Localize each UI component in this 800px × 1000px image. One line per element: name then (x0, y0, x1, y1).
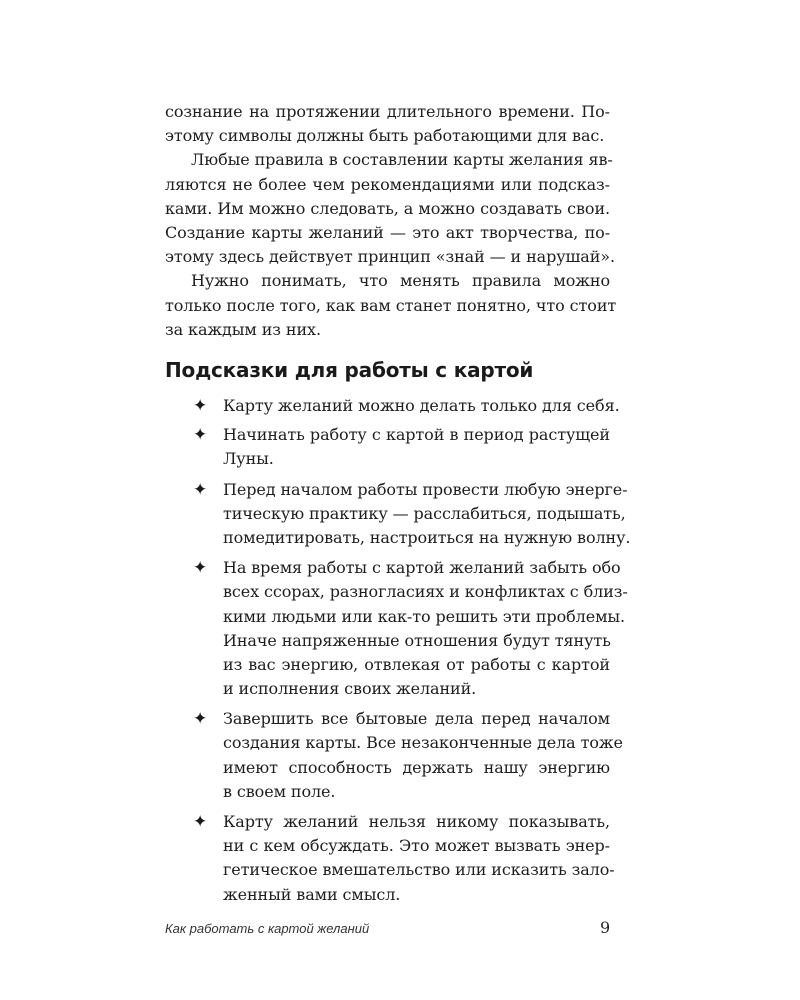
text-line: всех ссорах, разногласиях и конфликтах с близ- (223, 582, 628, 602)
star-bullet-icon: ✦ (193, 709, 208, 730)
text-line: помедитировать, настроиться на нужную волну. (223, 527, 631, 547)
text-line: имеют способность держать нашу энергию (223, 757, 610, 777)
text-line: Нужно понимать, что менять правила можно (191, 271, 610, 291)
text-line: Иначе напряженные отношения будут тянуть (223, 630, 611, 650)
intro-text (165, 100, 617, 342)
list-item (165, 394, 620, 418)
text-line: Завершить все бытовые дела перед началом (223, 709, 610, 729)
star-bullet-icon: ✦ (193, 425, 208, 446)
list-item (165, 478, 631, 551)
list-item (165, 423, 610, 471)
section-heading: Подсказки для работы с картой (165, 358, 534, 382)
text-line: На время работы с картой желаний забыть обо (223, 558, 621, 578)
text-line: Создание карты желаний — это акт творчества, по- (165, 222, 610, 242)
list-item (165, 556, 628, 701)
text-line: в своем поле. (223, 781, 336, 801)
text-line: Карту желаний можно делать только для себя. (223, 396, 620, 415)
text-line: сознание на протяжении длительного времени. По- (165, 102, 610, 121)
text-line: этому символы должны быть работающими для вас. (165, 126, 605, 146)
text-line: ками. Им можно следовать, а можно создавать свои. (165, 198, 610, 218)
text-line: тическую практику — расслабиться, подышать, (223, 503, 626, 523)
text-line: только после того, как вам станет понятно, что стоит (165, 295, 617, 315)
list-item (165, 707, 623, 804)
text-line: Карту желаний нельзя никому показывать, (223, 812, 610, 831)
star-bullet-icon: ✦ (193, 396, 208, 416)
running-footer-title: Как работать с картой желаний (165, 921, 370, 936)
text-line: кими людьми или как-то решить эти проблемы. (223, 606, 626, 626)
star-bullet-icon: ✦ (193, 558, 208, 579)
text-line: и исполнения своих желаний. (223, 679, 477, 699)
tips-list (165, 394, 631, 907)
list-item (165, 810, 615, 907)
text-line: ляются не более чем рекомендациями или подсказ- (165, 174, 610, 194)
text-line: создания карты. Все незаконченные дела тоже (223, 733, 623, 753)
page-number: 9 (600, 918, 611, 937)
text-line: Любые правила в составлении карты желания яв- (191, 150, 613, 170)
text-line: Луны. (223, 449, 274, 469)
star-bullet-icon: ✦ (193, 812, 208, 832)
text-line: за каждым из них. (165, 319, 321, 339)
star-bullet-icon: ✦ (193, 479, 208, 500)
text-line: женный вами смысл. (223, 884, 401, 904)
text-line: этому здесь действует принцип «знай — и нарушай». (165, 247, 615, 267)
text-line: гетическое вмешательство или исказить зало- (223, 860, 615, 880)
text-line: Перед началом работы провести любую энерге- (223, 479, 628, 499)
text-line: ни с кем обсуждать. Это может вызвать энер- (223, 836, 610, 856)
text-line: Начинать работу с картой в период растущей (223, 425, 610, 445)
text-line: из вас энергию, отвлекая от работы с картой (223, 654, 610, 674)
